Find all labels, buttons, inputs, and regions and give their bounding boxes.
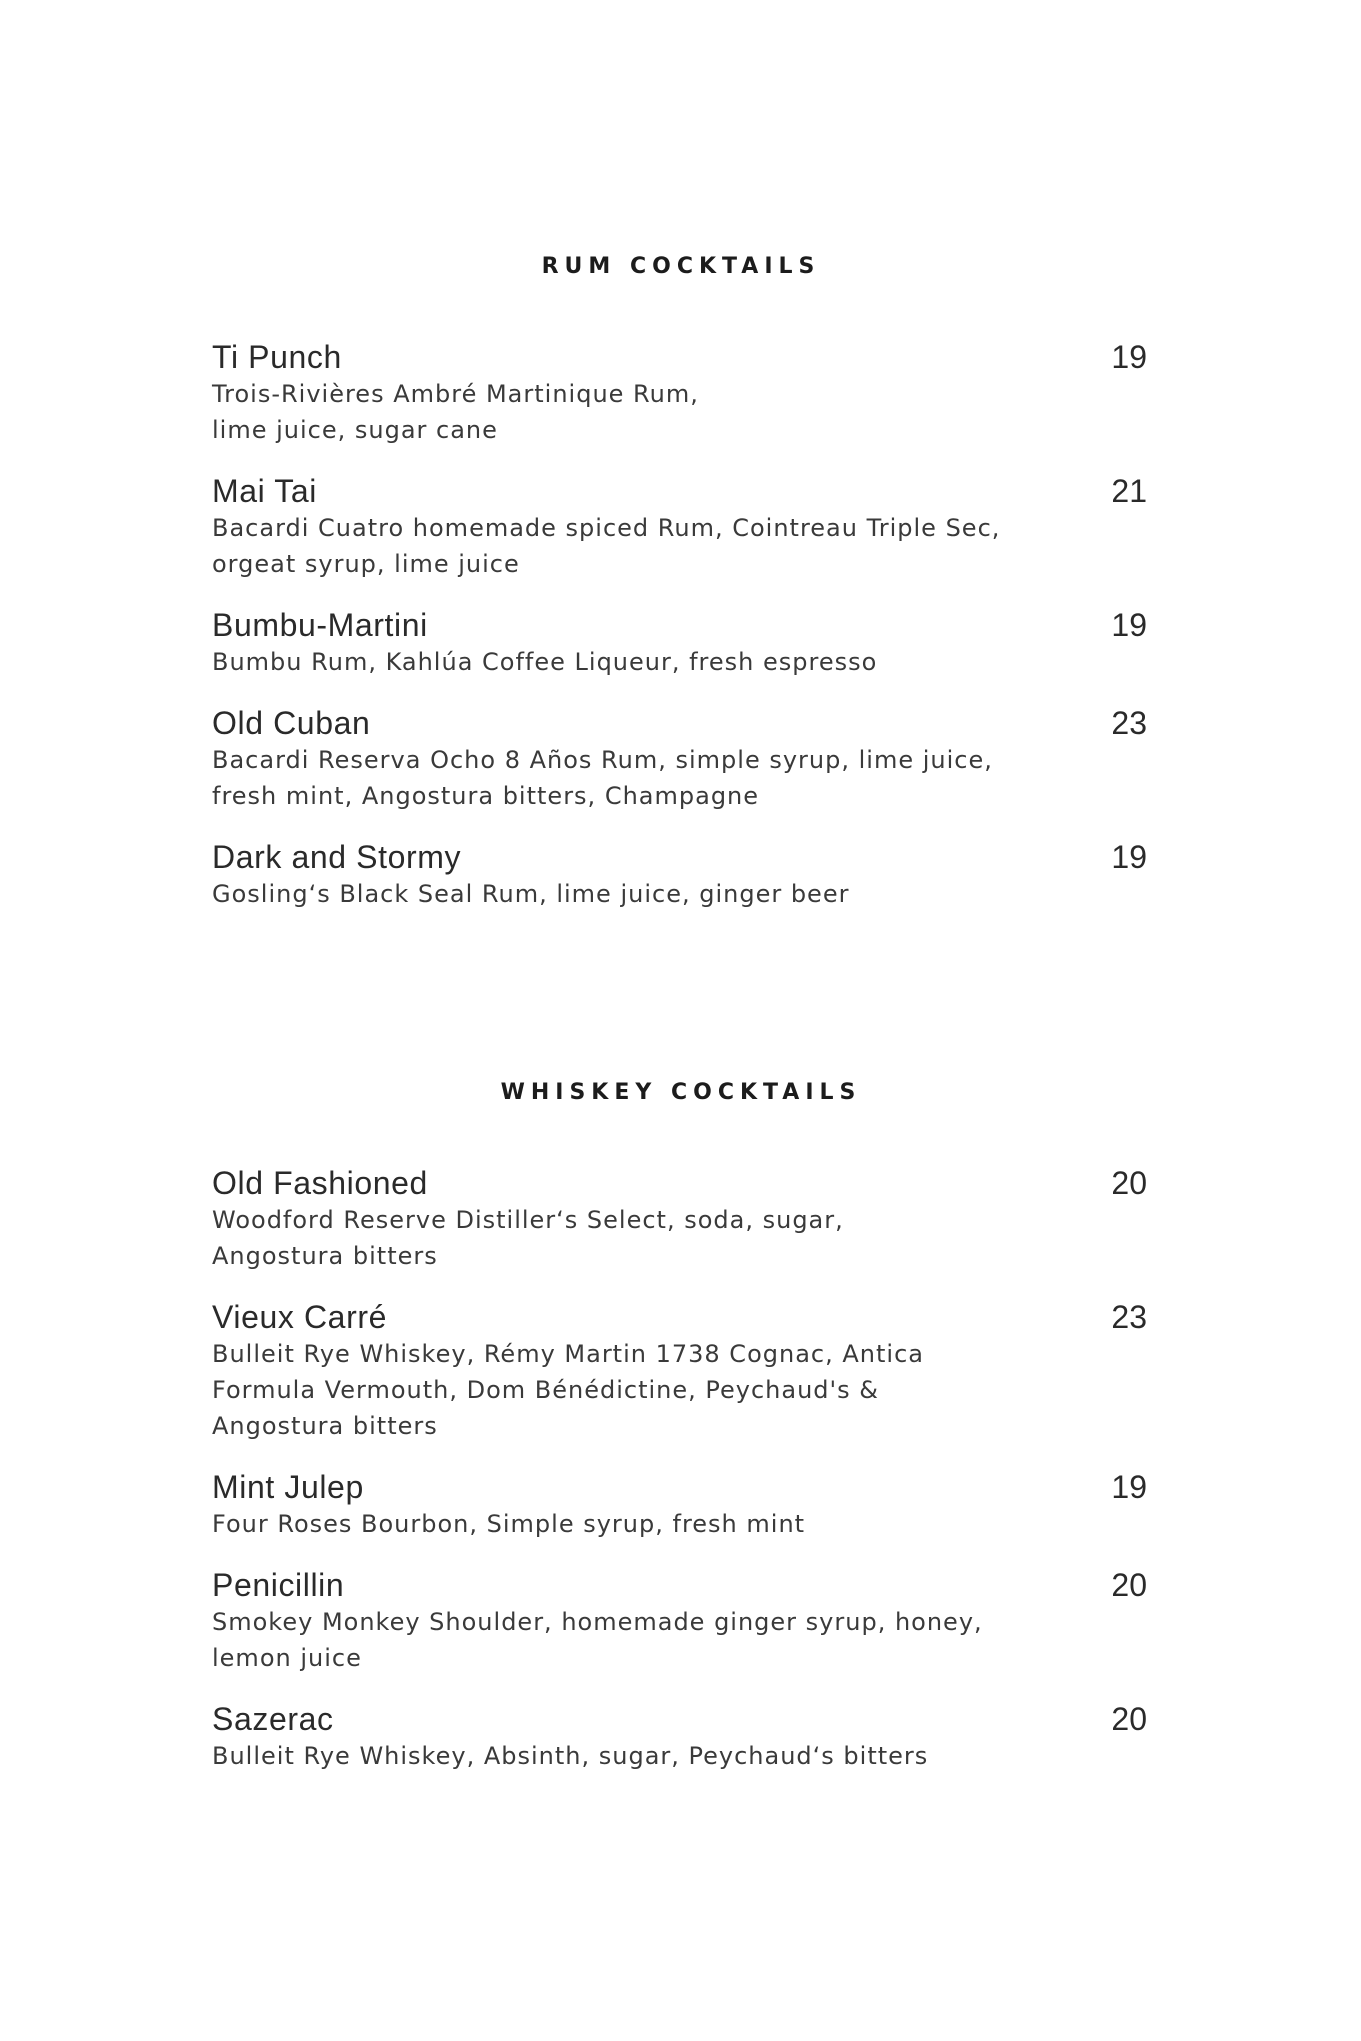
menu-item-mint-julep	[212, 1468, 1150, 1542]
item-price: 19	[1111, 607, 1147, 643]
item-name: Old Cuban	[212, 705, 371, 741]
item-name: Vieux Carré	[212, 1299, 387, 1335]
description-line: lime juice, sugar cane	[212, 416, 498, 444]
menu-item-mai-tai	[212, 472, 1150, 582]
item-price: 19	[1111, 1469, 1147, 1505]
item-price: 20	[1111, 1701, 1147, 1737]
menu-item-ti-punch	[212, 338, 1150, 448]
item-price: 20	[1111, 1567, 1147, 1603]
description-line: Bulleit Rye Whiskey, Rémy Martin 1738 Cognac, Antica	[212, 1340, 924, 1368]
description-line: Angostura bitters	[212, 1412, 438, 1440]
menu-item-penicillin	[212, 1566, 1150, 1676]
menu-item-old-fashioned	[212, 1164, 1150, 1274]
item-price: 20	[1111, 1165, 1147, 1201]
description-line: Bumbu Rum, Kahlúa Coffee Liqueur, fresh espresso	[212, 648, 878, 676]
item-description	[212, 376, 1150, 448]
item-description	[212, 1738, 1150, 1774]
description-line: Trois-Rivières Ambré Martinique Rum,	[212, 380, 699, 408]
menu-item-bumbu-martini	[212, 606, 1150, 680]
whiskey-cocktails-section	[212, 1078, 1150, 1798]
menu-item-dark-and-stormy	[212, 838, 1150, 912]
item-name: Sazerac	[212, 1701, 334, 1737]
description-line: Bacardi Cuatro homemade spiced Rum, Cointreau Triple Sec,	[212, 514, 1001, 542]
description-line: Gosling‘s Black Seal Rum, lime juice, ginger beer	[212, 880, 850, 908]
description-line: Woodford Reserve Distiller‘s Select, soda, sugar,	[212, 1206, 844, 1234]
description-line: orgeat syrup, lime juice	[212, 550, 520, 578]
item-name: Penicillin	[212, 1567, 345, 1603]
item-name: Ti Punch	[212, 339, 342, 375]
item-description	[212, 1506, 1150, 1542]
item-description	[212, 1336, 1150, 1444]
item-description	[212, 1202, 1150, 1274]
description-line: fresh mint, Angostura bitters, Champagne	[212, 782, 760, 810]
item-price: 21	[1111, 473, 1147, 509]
item-name: Dark and Stormy	[212, 839, 462, 875]
description-line: Bulleit Rye Whiskey, Absinth, sugar, Peychaud‘s bitters	[212, 1742, 929, 1770]
menu-item-old-cuban	[212, 704, 1150, 814]
item-description	[212, 510, 1150, 582]
section-title: WHISKEY COCKTAILS	[500, 1080, 862, 1105]
item-name: Mai Tai	[212, 473, 317, 509]
menu-item-sazerac	[212, 1700, 1150, 1774]
item-description	[212, 644, 1150, 680]
description-line: lemon juice	[212, 1644, 362, 1672]
description-line: Smokey Monkey Shoulder, homemade ginger syrup, honey,	[212, 1608, 983, 1636]
item-name: Mint Julep	[212, 1469, 364, 1505]
description-line: Four Roses Bourbon, Simple syrup, fresh mint	[212, 1510, 806, 1538]
description-line: Formula Vermouth, Dom Bénédictine, Peychaud's &	[212, 1376, 879, 1404]
item-price: 19	[1111, 339, 1147, 375]
item-price: 23	[1111, 705, 1147, 741]
section-title: RUM COCKTAILS	[541, 254, 821, 279]
menu-item-vieux-carre	[212, 1298, 1150, 1444]
item-description	[212, 876, 1150, 912]
item-price: 23	[1111, 1299, 1147, 1335]
item-price: 19	[1111, 839, 1147, 875]
description-line: Angostura bitters	[212, 1242, 438, 1270]
rum-cocktails-section	[212, 252, 1150, 936]
item-description	[212, 742, 1150, 814]
description-line: Bacardi Reserva Ocho 8 Años Rum, simple syrup, lime juice,	[212, 746, 993, 774]
item-name: Old Fashioned	[212, 1165, 428, 1201]
item-description	[212, 1604, 1150, 1676]
item-name: Bumbu-Martini	[212, 607, 428, 643]
